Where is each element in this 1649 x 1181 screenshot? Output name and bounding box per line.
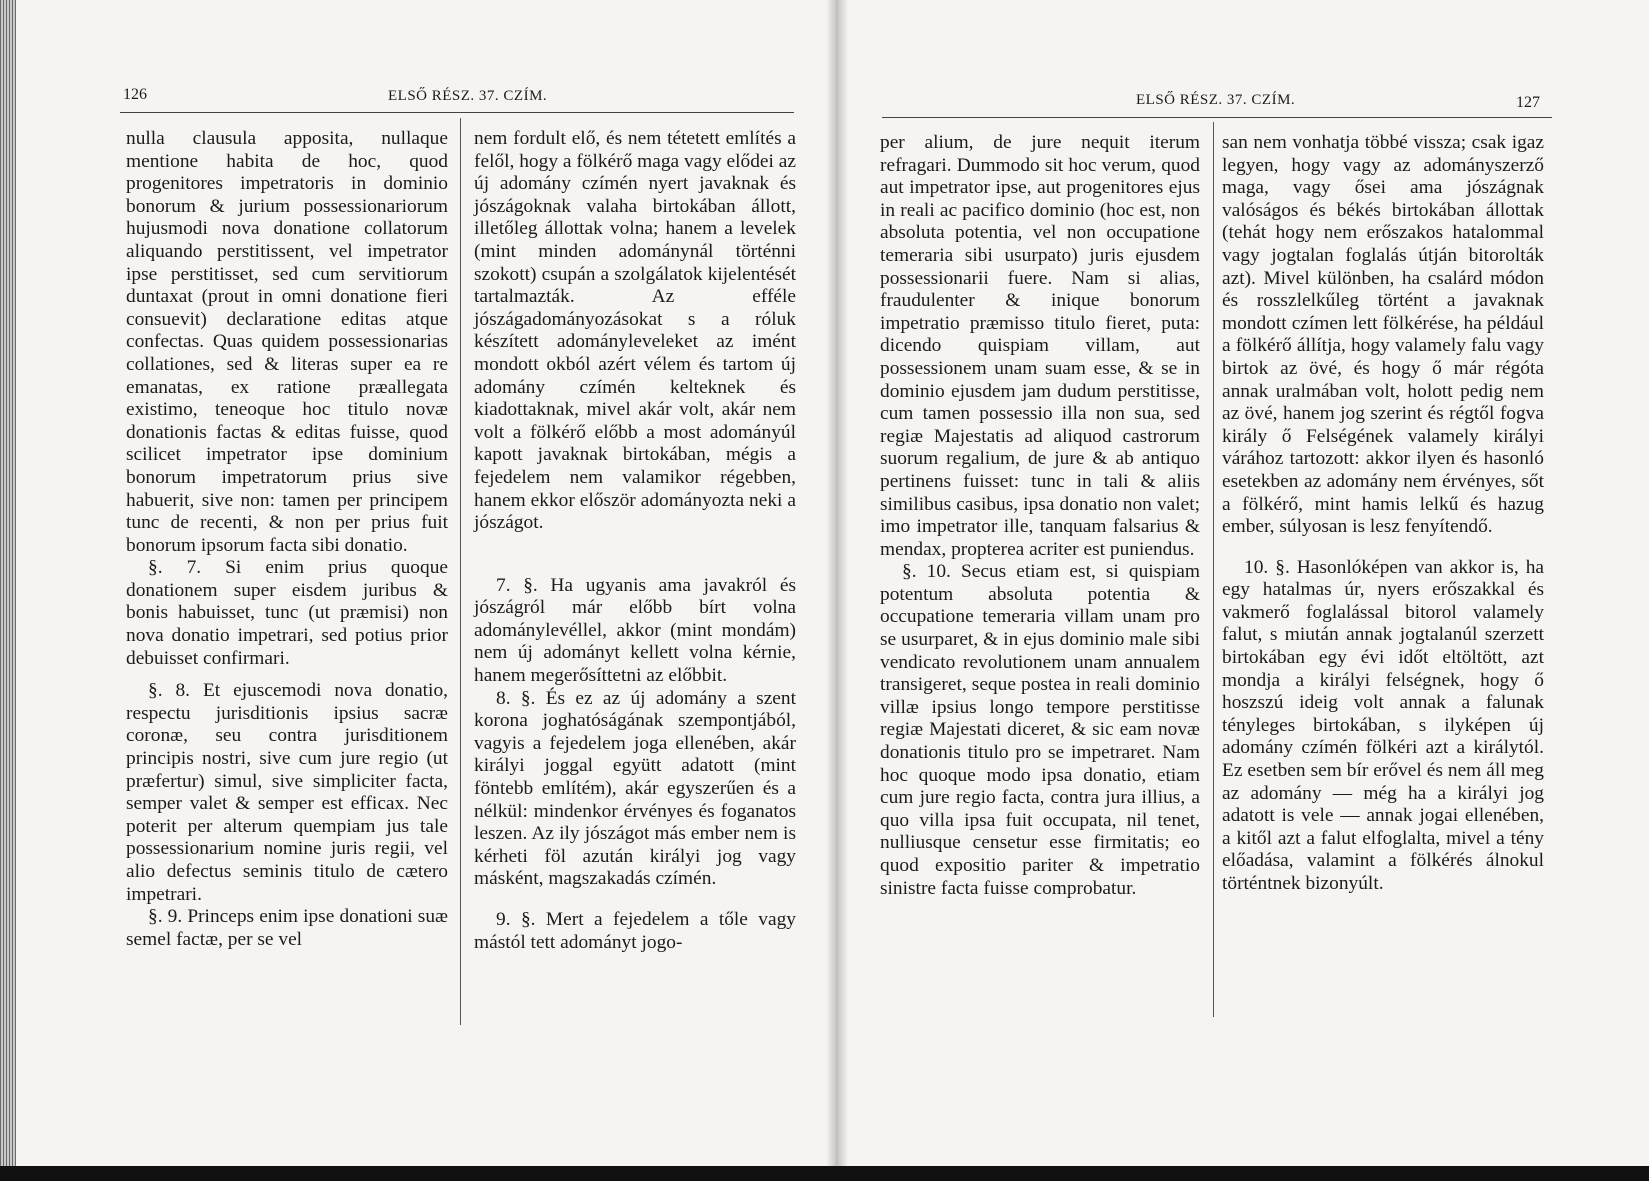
running-head: ELSŐ RÉSZ. 37. CZÍM. (1136, 92, 1296, 108)
page-number: 127 (1516, 94, 1540, 111)
page-number: 126 (123, 86, 147, 103)
paragraph: §. 10. Secus etiam est, si quispiam potentum absoluta potentia & occupatione temeraria villam unam pro se usurparet, & in ejus dominio male sibi vendicato revolutionem unam annualem transigeret, seque postea in reali dominio villæ ipsius longo tempore perstitisse regiæ Majestati diceret, & sic eam novæ donationis titulo pro se impetraret. Nam hoc quoque modo ipsa donatio, etiam cum jure regio facta, contra jura illius, a quo villa ipsa fuit occupata, nil tenet, nulliusque censetur esse firmitatis; eo quod expositio pariter & impetratio sinistre facta fuisse comprobatur. (880, 561, 1200, 899)
paragraph: 8. §. És ez az új adomány a szent korona joghatóságának szempontjából, vagyis a fejedelem joga ellenében, akár királyi joggal együtt adatott (mint föntebb említém), akár egyszerűen és a nélkül: mindenkor érvényes és foganatos leszen. Az ily jószágot más ember nem is kérheti föl azután királyi jog vagy másként, magszakadás czímén. (474, 687, 796, 890)
header-rule (120, 112, 794, 113)
paragraph: per alium, de jure nequit iterum refragari. Dummodo sit hoc verum, quod aut impetrator ipse, aut progenitores ejus in reali ac pacifico dominio (hoc est, non absoluta potentia, vel non occupatione temeraria sibi usurpato) juris ejusdem possessionarii fuere. Nam si alias, fraudulenter & inique bonorum impetratio præmisso titulo fieret, puta: dicendo quispiam villam, aut possessionem unam suam esse, & se in dominio ejusdem jam dudum perstitisse, cum tamen possessio illa non sua, sed regiæ Majestatis ad aliquod castrorum suorum regalium, de jure & ab antiquo pertinens fuisset: tunc in tali & aliis similibus casibus, ipsa donatio non valet; imo impetrator ille, tanquam falsarius & mendax, propterea acriter est puniendus. (880, 132, 1200, 560)
right-page (836, 0, 1649, 1166)
latin-column (126, 128, 448, 951)
hungarian-column (474, 128, 796, 954)
book-gutter (826, 0, 848, 1166)
column-rule (460, 118, 461, 1025)
paragraph: §. 8. Et ejuscemodi nova donatio, respectu jurisditionis ipsius sacræ coronæ, seu contra jurisditionem principis nostri, sive cum jure regio (ut præfertur) simul, sive simpliciter facta, semper valet & semper est efficax. Nec poterit per alterum quempiam jus tale possessionarium nomine juris regii, vel alio defectus seminis titulo de cætero impetrari. (126, 680, 448, 905)
paragraph: nem fordult elő, és nem tétetett említés a felől, hogy a fölkérő maga vagy elődei az új adomány czímén nyert javaknak és jószágoknak valaha birtokában állott, illetőleg állottak volna; hanem a levelek (mint minden adománynál történni szokott) csupán a szolgálatok kijelentését tartalmazták. Az efféle jószágadományozásokat s a róluk készített adományleveleket az imént mondott okból azért vélem és tartom új adomány czímén kelteknek és kiadottaknak, mivel akár volt, akár nem volt a fölkérő előbb a most adományúl kapott javaknak birtokában, mégis a fejedelem nem valamikor régebben, hanem ekkor először adományozta neki a jószágot. (474, 128, 796, 534)
paragraph: §. 7. Si enim prius quoque donationem super eisdem juribus & bonis habuisset, tunc (ut præmisi) non nova donatio impetrari, sed potius prior debuisset confirmari. (126, 557, 448, 669)
latin-column (880, 132, 1200, 900)
column-rule (1213, 122, 1214, 1017)
paragraph: san nem vonhatja többé vissza; csak igaz legyen, hogy vagy az adományszerző maga, vagy ősei ama jószágnak valóságos és békés birtokában állottak (tehát hogy nem erőszakos hatalommal vagy jogtalan foglalás útján bitorolták azt). Mivel különben, ha csalárd módon és rosszlelkűleg történt a javaknak mondott czímen lett fölkérése, ha például a fölkérő állítja, hogy valamely falu vagy birtok az övé, és hogy ő már régóta annak uralmában volt, holott pedig nem az övé, hanem jog szerint és régtől fogva király ő Felségének valamely királyi várához tartozott: akkor ilyen és hasonló esetekben az adomány nem érvényes, sőt a fölkérő, mint hamis lelkű és hazug ember, súlyosan is lesz fenyítendő. (1222, 132, 1544, 538)
scan-border (0, 1166, 1649, 1181)
hungarian-column (1222, 132, 1544, 896)
running-head: ELSŐ RÉSZ. 37. CZÍM. (388, 88, 548, 104)
header-rule (882, 117, 1552, 118)
paragraph: 7. §. Ha ugyanis ama javakról és jószágról már előbb bírt volna adománylevéllel, akkor (mint mondám) nem új adományt kellett volna kérnie, hanem megerősíttetni az előbbit. (474, 574, 796, 687)
paragraph: §. 9. Princeps enim ipse donationi suæ semel factæ, per se vel (126, 906, 448, 950)
page-edge (0, 0, 16, 1166)
paragraph: nulla clausula apposita, nullaque mentione habita de hoc, quod progenitores impetratoris in dominio bonorum & jurium possessionariorum hujusmodi nova donatione collatorum aliquando perstitissent, vel impetrator ipse perstitisset, sed cum servitiorum duntaxat (prout in omni donatione fieri consuevit) declaratione editas atque confectas. Quas quidem possessionarias collationes, sed & literas super ea re emanatas, ex ratione præallegata existimo, teneoque hoc titulo novæ donationis factas & editas fuisse, quod scilicet impetrator ipse dominium bonorum impetratorum prius sive habuerit, sive non: tamen per principem tunc de recenti, & non per prius fuit bonorum ipsorum facta sibi donatio. (126, 128, 448, 556)
paragraph: 9. §. Mert a fejedelem a tőle vagy mástól tett adományt jogo- (474, 909, 796, 953)
paragraph: 10. §. Hasonlóképen van akkor is, ha egy hatalmas úr, nyers erőszakkal és vakmerő foglalással bitorol valamely falut, s miután annak jogtalanúl szerzett birtokában egy évi időt eltöltött, azt mondja a királyi felségnek, hogy ő hoszszú ideig volt annak a falunak tényleges birtokában, s ilyképen új adomány czímén fölkéri azt a királytól. Ez esetben sem bír erővel és nem áll meg az adomány — még ha a királyi jog adatott is vele — annak jogai ellenében, a kitől azt a falut elfoglalta, mivel a tény előadása, valamint a fölkérés álnokul történtnek bizonyúlt. (1222, 556, 1544, 894)
